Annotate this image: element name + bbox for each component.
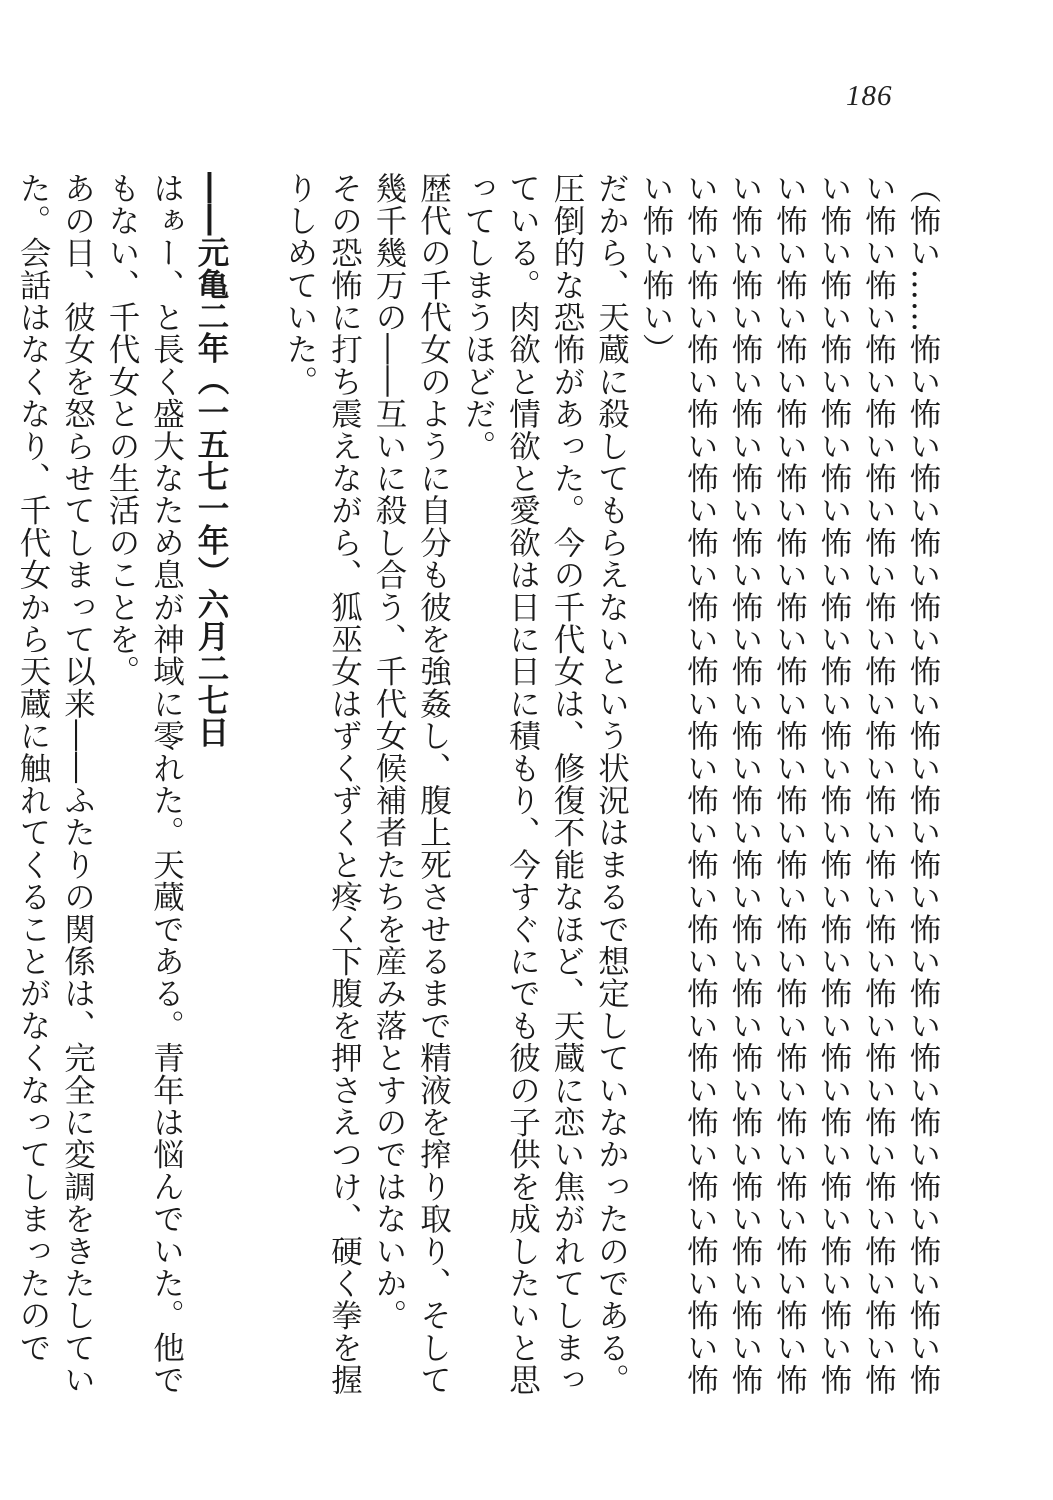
page-number: 186: [846, 80, 893, 112]
blank-line: [233, 172, 278, 1412]
paragraph: 圧倒的な恐怖があった。今の千代女は、修復不能なほど、天蔵に恋い焦がれてしまっている。肉欲と情欲と愛欲は日に日に積もり、今すぐにでも彼の子供を成したいと思ってしまうほどだ。: [460, 172, 585, 1396]
paragraph: だから、天蔵に殺してもらえないという状況はまるで想定していなかったのである。: [593, 172, 630, 1396]
paragraph: はぁー、と長く盛大なため息が神域に零れた。天蔵である。青年は悩んでいた。他でもない、千代女との生活のことを。: [104, 172, 185, 1396]
paragraph: あの日、彼女を怒らせてしまって以来――ふたりの関係は、完全に変調をきたしていた。会話はなくなり、千代女から天蔵に触れてくることがなくなってしまったので: [15, 172, 96, 1396]
paragraph: 歴代の千代女のように自分も彼を強姦し、腹上死させるまで精液を搾り取り、そして幾千幾万の――互いに殺し合う、千代女候補者たちを産み落とすのではないか。: [371, 172, 452, 1396]
paragraph: （怖い……怖い怖い怖い怖い怖い怖い怖い怖い怖い怖い怖い怖い怖い怖い怖い怖い怖い怖い怖い怖い怖い怖い怖い怖い怖い怖い怖い怖い怖い怖い怖い怖い怖い怖い怖い怖い怖い怖い怖い怖い怖い怖い怖い怖い怖い怖い怖い怖い怖い怖い怖い怖い怖い怖い怖い怖い怖い怖い怖い怖い怖い怖い怖い怖い怖い怖い怖い怖い怖い怖い怖い怖い怖い怖い怖い怖い怖い怖い怖い怖い怖い怖い怖い怖い怖い怖い怖い怖い怖い怖い怖い怖い怖い怖い怖い怖い怖い怖い怖い怖い怖い怖い怖い怖い怖い怖い怖い怖い怖い怖い怖い怖い怖い怖い）: [638, 172, 941, 1396]
section-heading: ――元亀二年（一五七一年）六月二七日: [193, 172, 229, 748]
body-text: [11, 172, 946, 1412]
paragraph: その恐怖に打ち震えながら、狐巫女はずくずくと疼く下腹を押さえつけ、硬く拳を握りしめていた。: [282, 172, 363, 1396]
